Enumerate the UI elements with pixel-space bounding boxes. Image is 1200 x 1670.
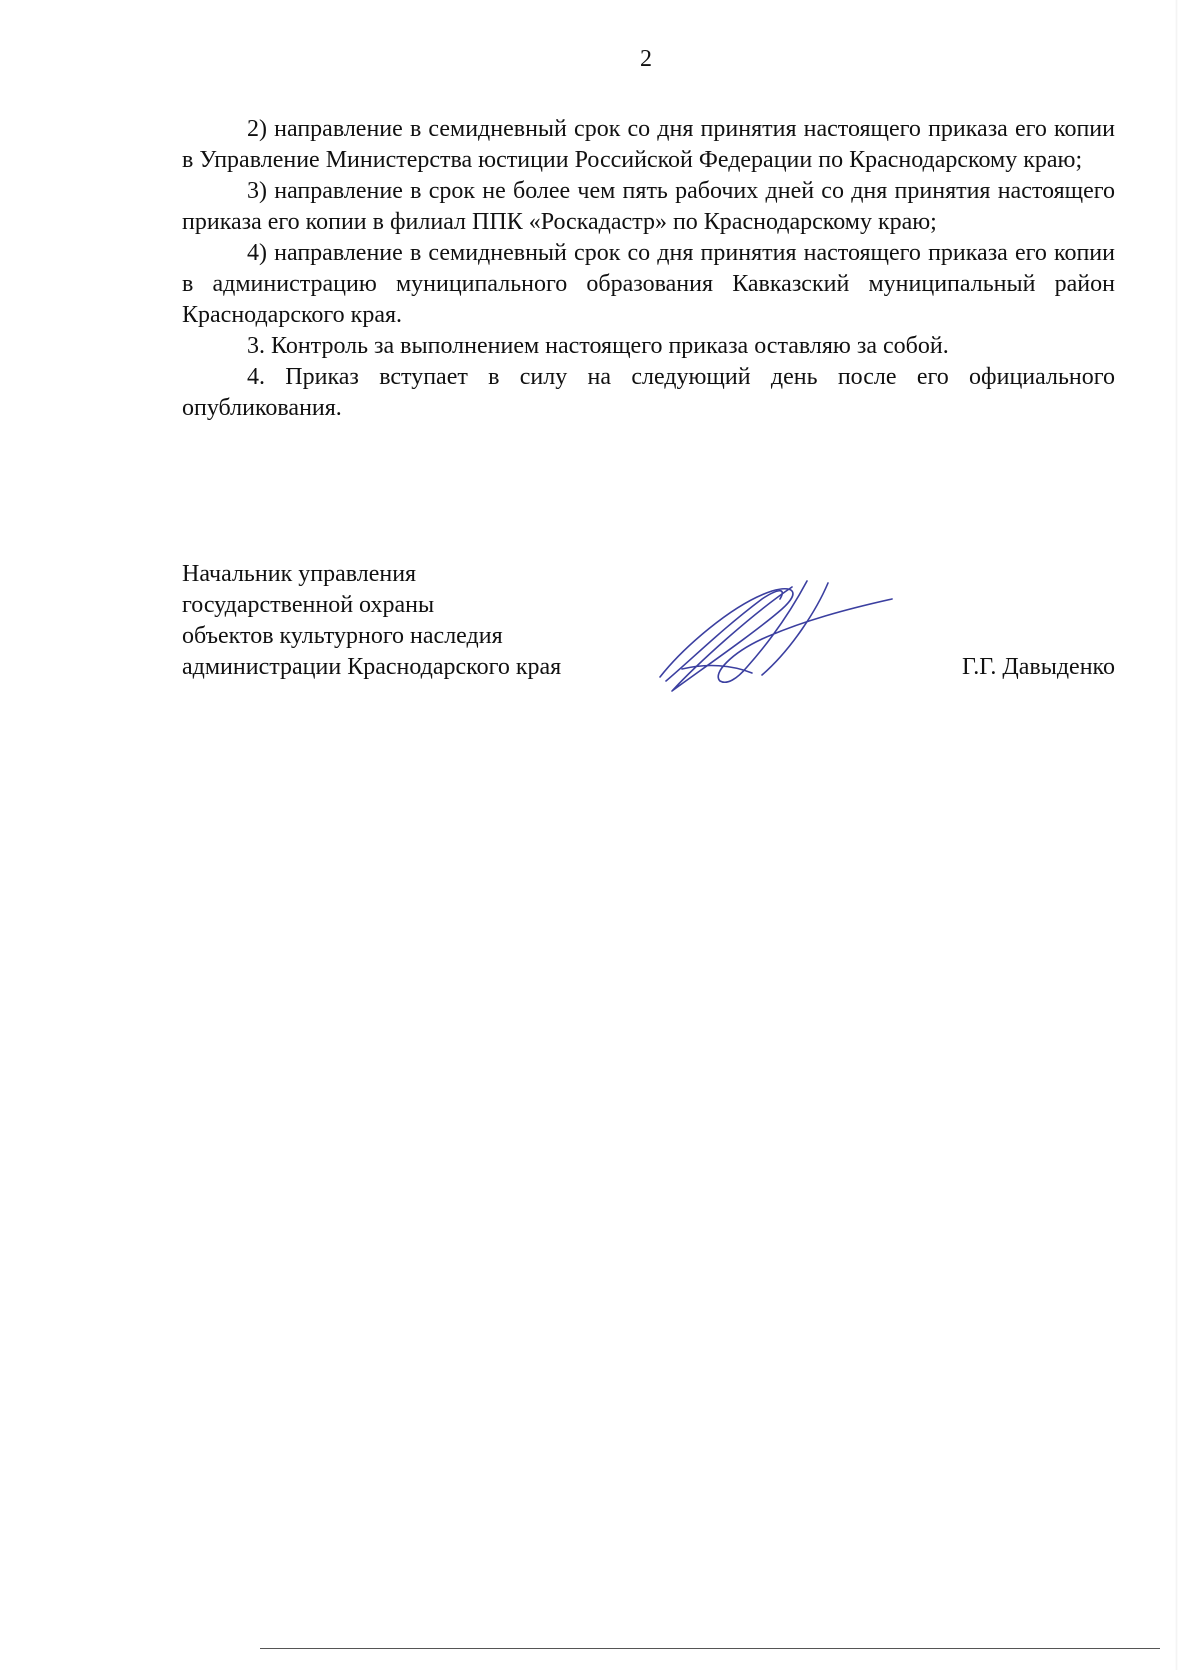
scan-edge-shadow: [1175, 0, 1178, 1670]
signature-stroke: [666, 591, 782, 681]
paragraph-effective-clause: 4. Приказ вступает в силу на следующий день после его официального опубликования.: [182, 364, 1115, 421]
paragraph-item-4: 4) направление в семидневный срок со дня принятия настоящего приказа его копии в администрацию муниципального образования Кавказский муниципальный район Краснодарского края.: [182, 240, 1115, 328]
signer-name: Г.Г. Давыденко: [962, 654, 1115, 680]
signature-stroke: [718, 581, 892, 682]
handwritten-signature: [652, 569, 912, 709]
signature-stroke: [660, 587, 793, 691]
signer-title-line: государственной охраны: [182, 592, 435, 618]
paragraph-control-clause: 3. Контроль за выполнением настоящего приказа оставляю за собой.: [247, 333, 949, 359]
paragraph-item-2: 2) направление в семидневный срок со дня принятия настоящего приказа его копии в Управление Министерства юстиции Российской Федерации по Краснодарскому краю;: [182, 116, 1115, 173]
bottom-rule: [260, 1648, 1160, 1649]
signer-title-line: администрации Краснодарского края: [182, 654, 562, 680]
order-body: [182, 114, 1115, 424]
signer-title-line: Начальник управления: [182, 561, 417, 587]
page-number: 2: [640, 46, 652, 72]
signature-block: [182, 559, 1115, 729]
signer-title-line: объектов культурного наследия: [182, 623, 503, 649]
signature-stroke: [762, 583, 828, 675]
signer-title: [182, 559, 561, 683]
paragraph-item-3: 3) направление в срок не более чем пять рабочих дней со дня принятия настоящего приказа его копии в филиал ППК «Роскадастр» по Краснодарскому краю;: [182, 178, 1115, 235]
